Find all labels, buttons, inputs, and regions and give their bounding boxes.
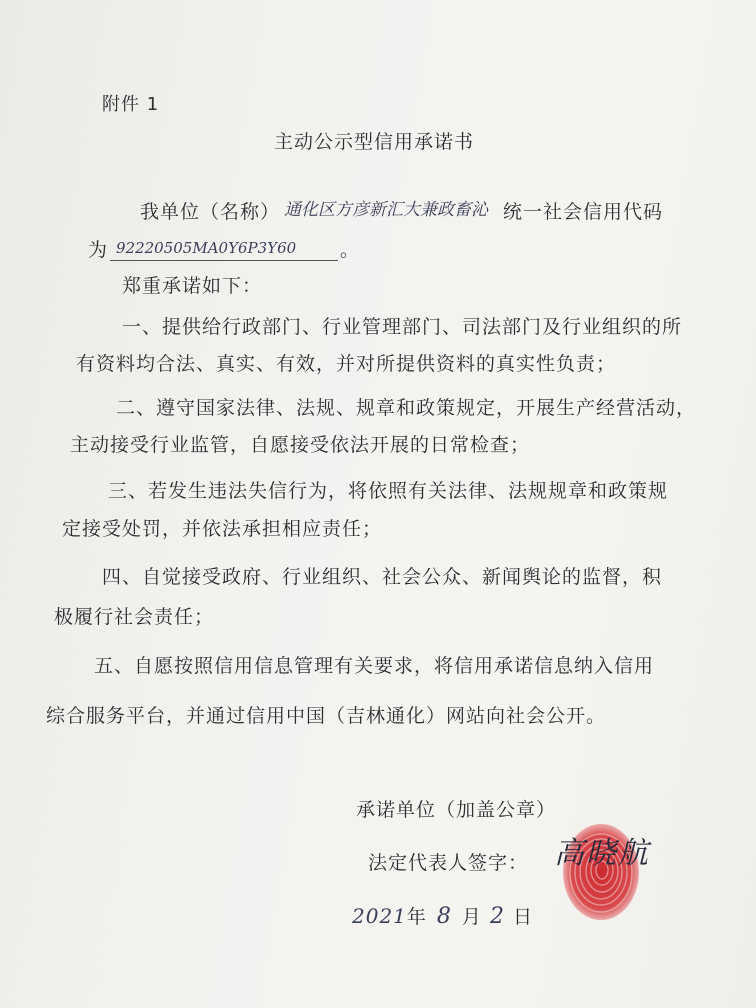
item-4-line2: 极履行社会责任； [54, 606, 215, 628]
intro-prefix: 我单位（名称） [140, 201, 281, 223]
signature-rep-label: 法定代表人签字： [368, 852, 529, 874]
date-year-char: 年 [406, 906, 427, 928]
credit-code-handwritten: 92220505MA0Y6P3Y60 [116, 239, 297, 257]
fingerprint-stamp [556, 818, 646, 926]
code-prefix: 为 [88, 239, 109, 261]
intro-line [140, 200, 280, 224]
item-5-line2: 综合服务平台，并通过信用中国（吉林通化）网站向社会公开。 [46, 705, 607, 727]
intro-suffix: 统一社会信用代码 [503, 201, 664, 223]
date-day: 2 [489, 904, 505, 929]
item-2-line2: 主动接受行业监管，自愿接受依法开展的日常检查； [70, 434, 531, 456]
attachment-label: 附件 1 [102, 94, 160, 115]
signature-unit: 承诺单位（加盖公章） [356, 799, 557, 821]
promise-intro: 郑重承诺如下： [122, 275, 263, 297]
date-month: 8 [436, 904, 452, 929]
item-1-line1: 一、提供给行政部门、行业管理部门、司法部门及行业组织的所 [122, 316, 683, 338]
item-3-line2: 定接受处罚，并依法承担相应责任； [62, 518, 383, 540]
item-4-line1: 四、自觉接受政府、行业组织、社会公众、新闻舆论的监督，积 [102, 566, 663, 588]
signature-date [352, 904, 533, 929]
item-2-line1: 二、遵守国家法律、法规、规章和政策规定，开展生产经营活动， [116, 397, 697, 419]
document-title: 主动公示型信用承诺书 [274, 131, 475, 153]
unit-name-handwritten: 通化区方彦新汇大兼政畜沁 [284, 200, 488, 220]
item-3-line1: 三、若发生违法失信行为，将依照有关法律、法规规章和政策规 [108, 480, 669, 502]
item-5-line1: 五、自愿按照信用信息管理有关要求，将信用承诺信息纳入信用 [94, 655, 655, 677]
signature-name-handwritten: 高晓航 [554, 836, 650, 871]
item-1-line2: 有资料均合法、真实、有效，并对所提供资料的真实性负责； [76, 353, 617, 375]
code-suffix: 。 [340, 239, 361, 261]
date-day-char: 日 [512, 906, 533, 928]
date-year: 2021 [352, 904, 407, 928]
date-month-char: 月 [461, 906, 482, 928]
